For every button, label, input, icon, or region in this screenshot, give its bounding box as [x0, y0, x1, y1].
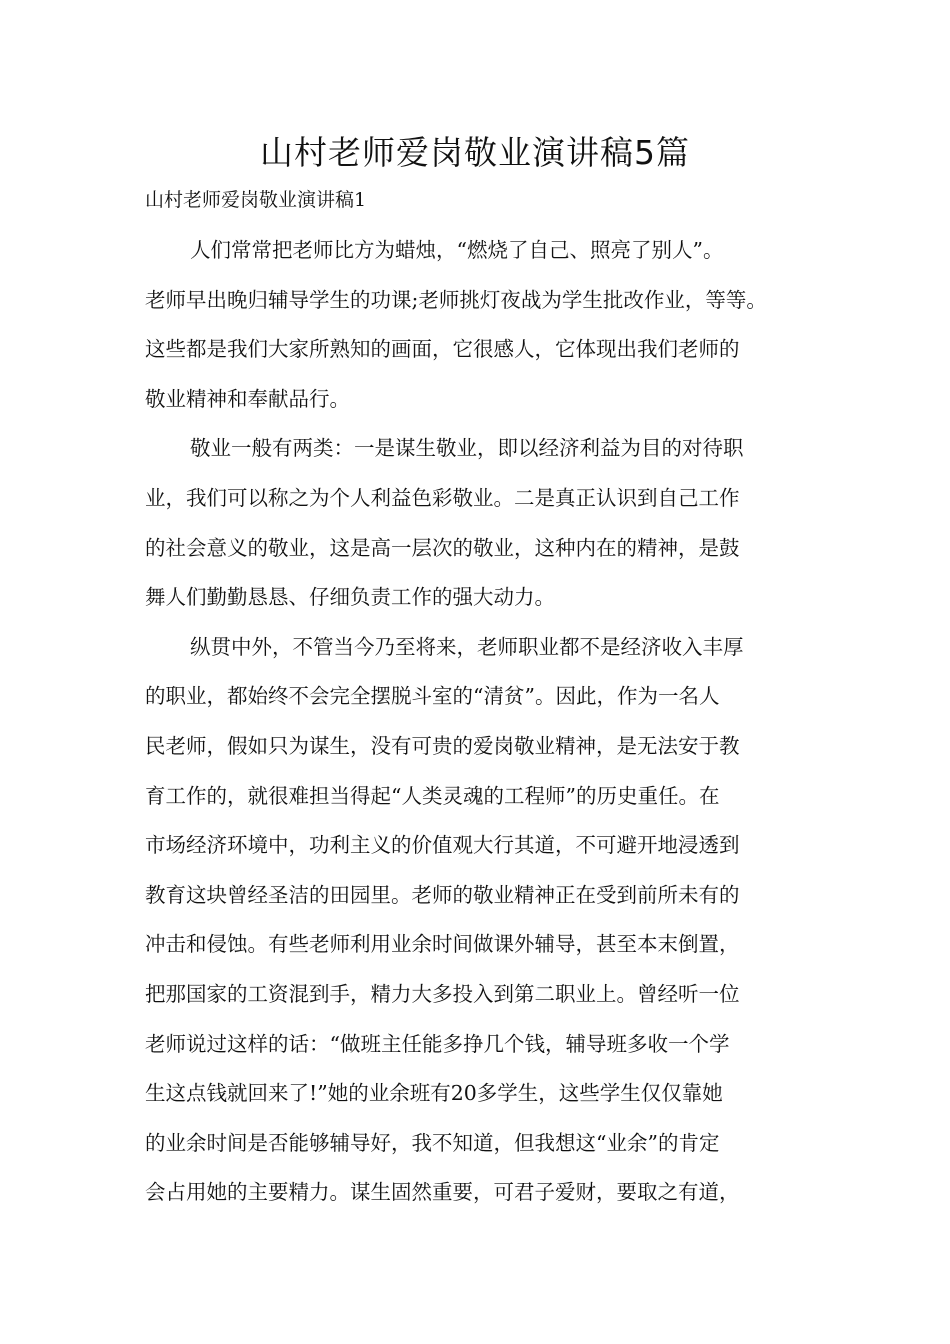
document-title: 山村老师爱岗敬业演讲稿5篇: [260, 133, 690, 172]
text-line: 的业余时间是否能够辅导好，我不知道，但我想这“业余”的肯定: [145, 1130, 720, 1155]
section-heading: 山村老师爱岗敬业演讲稿1: [145, 189, 367, 211]
text-line: 敬业一般有两类：一是谋生敬业，即以经济利益为目的对待职: [190, 436, 744, 461]
text-line: 会占用她的主要精力。谋生固然重要，可君子爱财，要取之有道，: [145, 1180, 740, 1205]
text-line: 人们常常把老师比方为蜡烛，“燃烧了自己、照亮了别人”。: [190, 238, 724, 262]
text-line: 的社会意义的敬业，这是高一层次的敬业，这种内在的精神，是鼓: [145, 535, 740, 560]
text-line: 这些都是我们大家所熟知的画面，它很感人，它体现出我们老师的: [145, 337, 740, 362]
text-line: 老师早出晚归辅导学生的功课;老师挑灯夜战为学生批改作业，等等。: [145, 287, 767, 312]
text-line: 敬业精神和奉献品行。: [145, 386, 350, 411]
paragraph-1: [145, 231, 825, 429]
text-line: 纵贯中外，不管当今乃至将来，老师职业都不是经济收入丰厚: [190, 634, 744, 659]
text-line: 把那国家的工资混到手，精力大多投入到第二职业上。曾经听一位: [145, 981, 740, 1006]
text-line: 民老师，假如只为谋生，没有可贵的爱岗敬业精神，是无法安于教: [145, 733, 740, 758]
text-line: 市场经济环境中，功利主义的价值观大行其道，不可避开地浸透到: [145, 833, 740, 858]
text-line: 业，我们可以称之为个人利益色彩敬业。二是真正认识到自己工作: [145, 485, 740, 510]
text-line: 舞人们勤勤恳恳、仔细负责工作的强大动力。: [145, 585, 555, 610]
text-line: 冲击和侵蚀。有些老师利用业余时间做课外辅导，甚至本末倒置，: [145, 932, 740, 957]
text-line: 生这点钱就回来了!”她的业余班有20多学生，这些学生仅仅靠她: [145, 1081, 723, 1106]
text-line: 育工作的，就很难担当得起“人类灵魂的工程师”的历史重任。在: [145, 783, 720, 808]
paragraph-2: [145, 429, 825, 627]
paragraph-3: [145, 628, 825, 1223]
text-line: 教育这块曾经圣洁的田园里。老师的敬业精神正在受到前所未有的: [145, 882, 740, 907]
document-body: [145, 231, 825, 1223]
text-line: 的职业，都始终不会完全摆脱斗室的“清贫”。因此，作为一名人: [145, 684, 720, 709]
text-line: 老师说过这样的话：“做班主任能多挣几个钱，辅导班多收一个学: [145, 1031, 730, 1056]
